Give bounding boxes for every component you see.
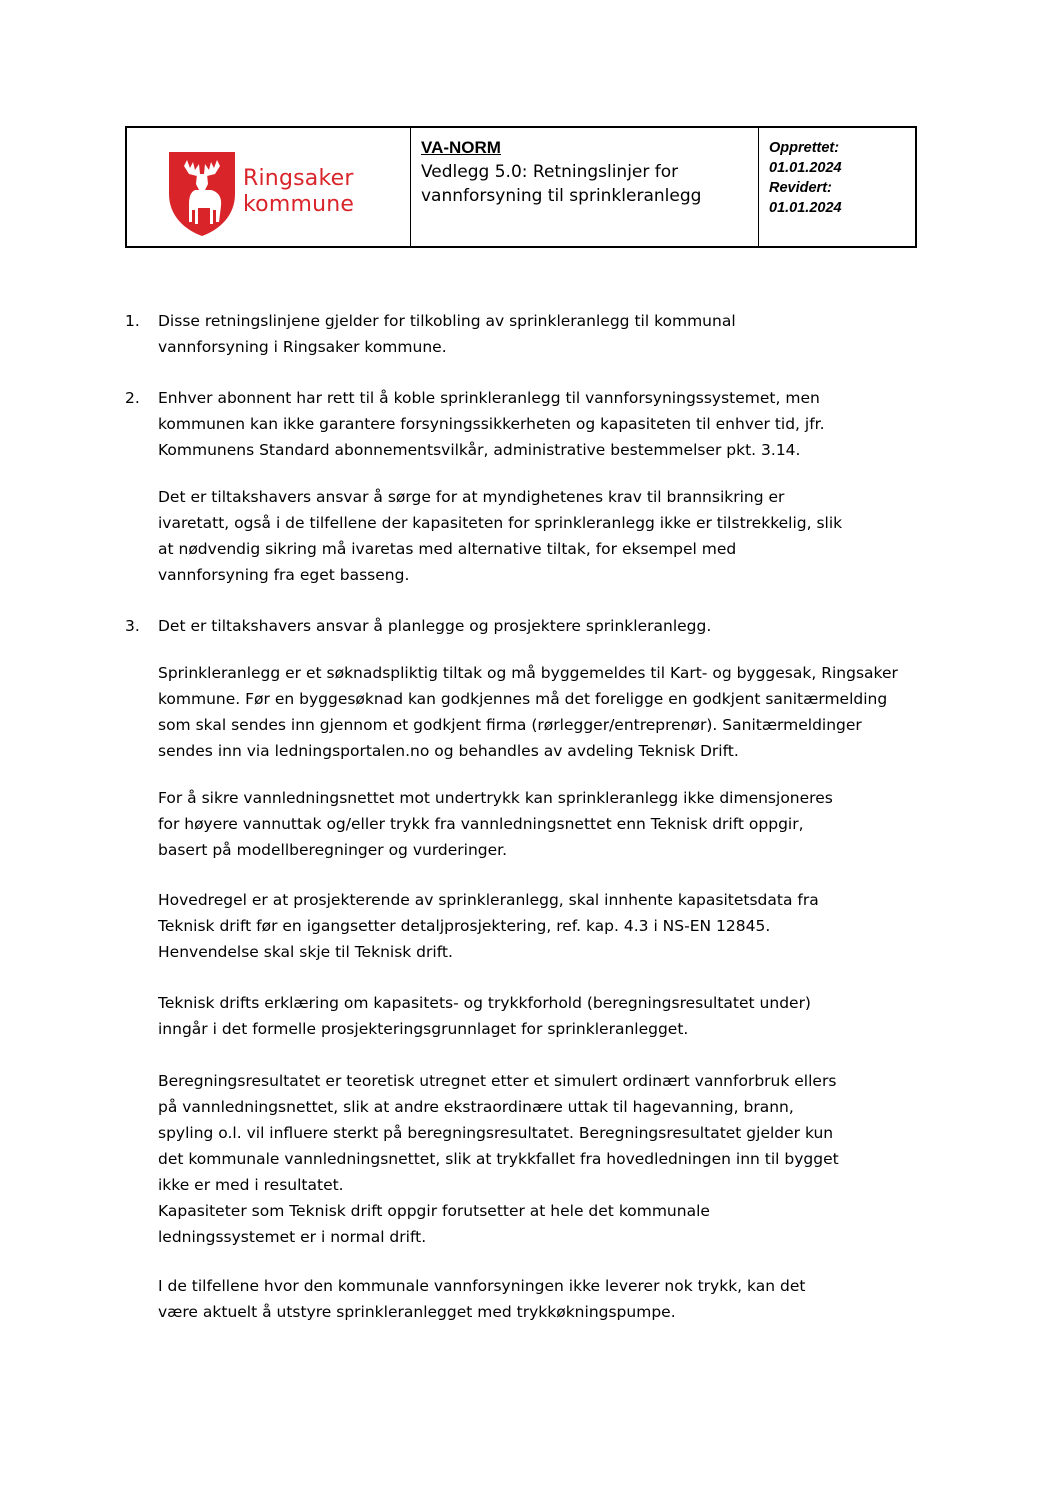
text-line: ledningssystemet er i normal drift. — [158, 1228, 427, 1246]
text-line: I de tilfellene hvor den kommunale vannforsyningen ikke leverer nok trykk, kan det — [158, 1277, 806, 1295]
paragraph — [158, 385, 918, 463]
revised-label: Revidert: — [769, 180, 832, 196]
revised-date: 01.01.2024 — [769, 200, 842, 216]
text-line: ikke er med i resultatet. — [158, 1176, 344, 1194]
paragraph — [158, 660, 918, 764]
text-line: Kommunens Standard abonnementsvilkår, administrative bestemmelser pkt. 3.14. — [158, 441, 801, 459]
paragraph — [158, 785, 918, 863]
meta-cell — [759, 128, 915, 246]
text-line: at nødvendig sikring må ivaretas med alternative tiltak, for eksempel med — [158, 540, 737, 558]
municipality-logo-text — [243, 166, 354, 218]
moose-icon — [167, 150, 237, 238]
text-line: kommune. Før en byggesøknad kan godkjennes må det foreligge en godkjent sanitærmelding — [158, 690, 888, 708]
text-line: Hovedregel er at prosjekterende av sprinkleranlegg, skal innhente kapasitetsdata fra — [158, 891, 819, 909]
text-line: det kommunale vannledningsnettet, slik at trykkfallet fra hovedledningen inn til bygget — [158, 1150, 839, 1168]
logo-line-2: kommune — [243, 192, 355, 217]
created-label: Opprettet: — [769, 140, 840, 156]
paragraph — [158, 613, 918, 639]
item-number: 1. — [125, 312, 140, 330]
text-line: være aktuelt å utstyre sprinkleranlegget med trykkøkningspumpe. — [158, 1303, 676, 1321]
logo-cell — [127, 128, 411, 246]
text-line: vannforsyning fra eget basseng. — [158, 566, 410, 584]
logo-line-1: Ringsaker — [243, 166, 354, 191]
text-line: Teknisk drifts erklæring om kapasitets- og trykkforhold (beregningsresultatet under) — [158, 994, 811, 1012]
paragraph — [158, 887, 918, 965]
text-line: Beregningsresultatet er teoretisk utregnet etter et simulert ordinært vannforbruk ellers — [158, 1072, 837, 1090]
created-date: 01.01.2024 — [769, 160, 842, 176]
text-line: Sprinkleranlegg er et søknadspliktig tiltak og må byggemeldes til Kart- og byggesak, Ringsaker — [158, 664, 898, 682]
text-line: Teknisk drift før en igangsetter detaljprosjektering, ref. kap. 4.3 i NS-EN 12845. — [158, 917, 771, 935]
header-table — [125, 126, 917, 248]
title-cell — [411, 128, 759, 246]
document-title-line-1: Vedlegg 5.0: Retningslinjer for — [421, 162, 679, 182]
text-line: Disse retningslinjene gjelder for tilkobling av sprinkleranlegg til kommunal — [158, 312, 736, 330]
norm-label: VA-NORM — [421, 138, 501, 157]
text-line: på vannledningsnettet, slik at andre ekstraordinære uttak til hagevanning, brann, — [158, 1098, 794, 1116]
text-line: spyling o.l. vil influere sterkt på beregningsresultatet. Beregningsresultatet gjelder kun — [158, 1124, 834, 1142]
text-line: Henvendelse skal skje til Teknisk drift. — [158, 943, 453, 961]
item-number: 2. — [125, 389, 140, 407]
paragraph — [158, 484, 918, 588]
text-line: basert på modellberegninger og vurderinger. — [158, 841, 508, 859]
text-line: sendes inn via ledningsportalen.no og behandles av avdeling Teknisk Drift. — [158, 742, 739, 760]
text-line: vannforsyning i Ringsaker kommune. — [158, 338, 447, 356]
text-line: som skal sendes inn gjennom et godkjent firma (rørlegger/entreprenør). Sanitærmeldinger — [158, 716, 862, 734]
document-title-line-2: vannforsyning til sprinkleranlegg — [421, 186, 702, 206]
text-line: kommunen kan ikke garantere forsyningssikkerheten og kapasiteten til enhver tid, jfr. — [158, 415, 825, 433]
text-line: Det er tiltakshavers ansvar å sørge for at myndighetenes krav til brannsikring er — [158, 488, 785, 506]
paragraph — [158, 990, 918, 1042]
text-line: Det er tiltakshavers ansvar å planlegge og prosjektere sprinkleranlegg. — [158, 617, 712, 635]
text-line: inngår i det formelle prosjekteringsgrunnlaget for sprinkleranlegget. — [158, 1020, 689, 1038]
paragraph — [158, 1068, 918, 1250]
text-line: Enhver abonnent har rett til å koble sprinkleranlegg til vannforsyningssystemet, men — [158, 389, 820, 407]
paragraph — [158, 308, 918, 360]
paragraph — [158, 1273, 918, 1325]
text-line: for høyere vannuttak og/eller trykk fra vannledningsnettet enn Teknisk drift oppgir, — [158, 815, 804, 833]
text-line: ivaretatt, også i de tilfellene der kapasiteten for sprinkleranlegg ikke er tilstrekkelig, slik — [158, 514, 843, 532]
text-line: For å sikre vannledningsnettet mot undertrykk kan sprinkleranlegg ikke dimensjoneres — [158, 789, 833, 807]
text-line: Kapasiteter som Teknisk drift oppgir forutsetter at hele det kommunale — [158, 1202, 710, 1220]
item-number: 3. — [125, 617, 140, 635]
